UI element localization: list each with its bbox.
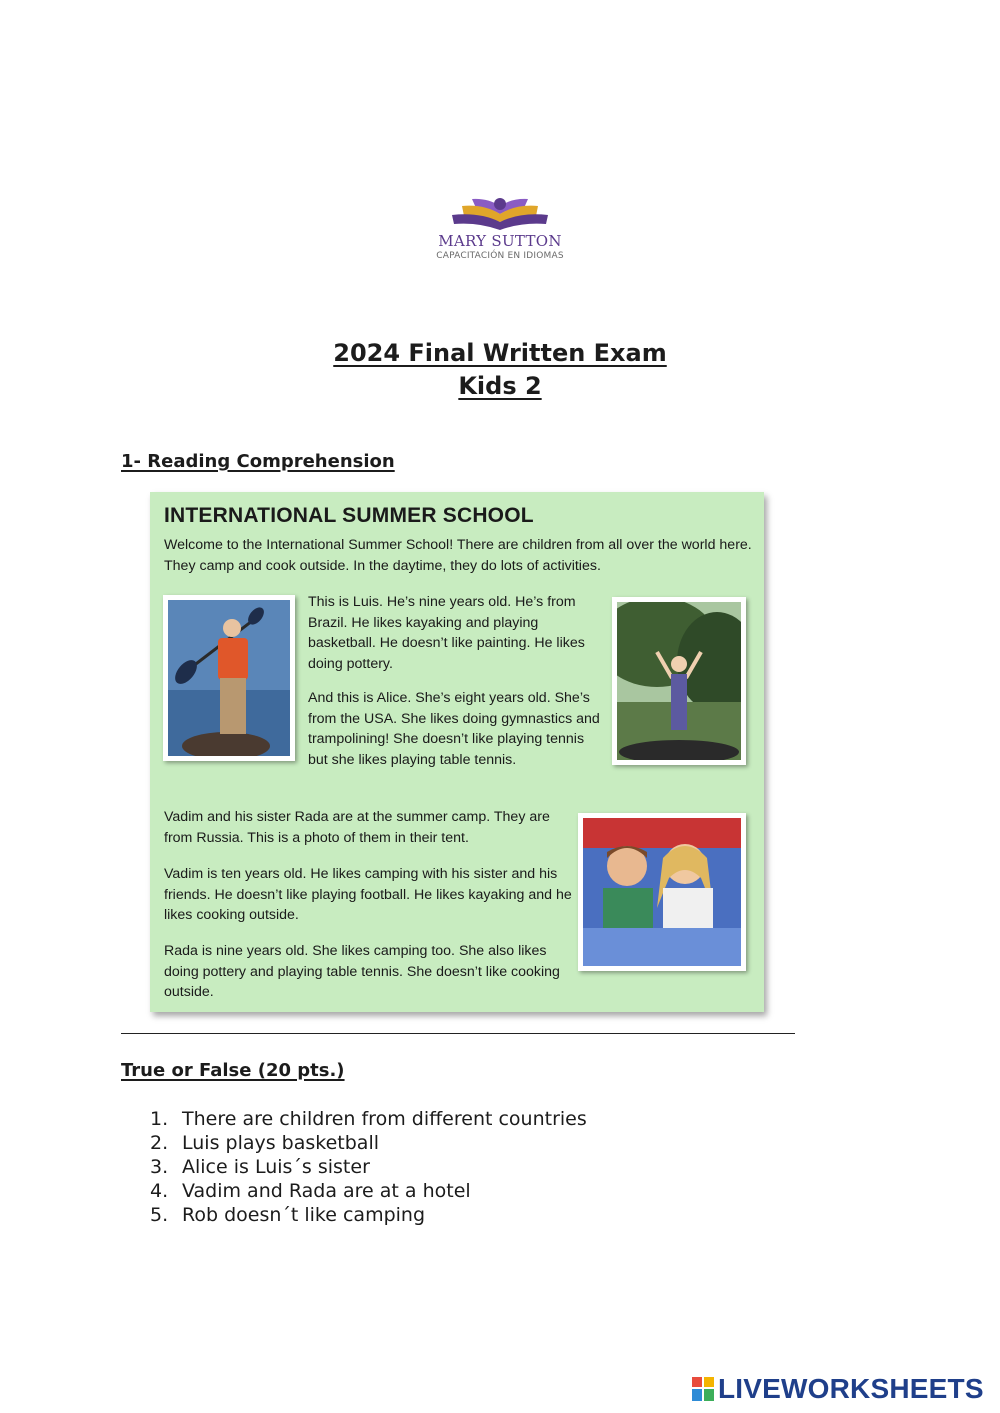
section-heading-reading: 1- Reading Comprehension	[121, 451, 395, 472]
reading-card-title: INTERNATIONAL SUMMER SCHOOL	[164, 504, 534, 527]
reading-intro: Welcome to the International Summer School! There are children from all over the world here. They camp and cook outside. In the daytime, they do lots of activities.	[164, 537, 752, 574]
liveworksheets-brand[interactable]	[692, 1373, 992, 1405]
reading-vadim: Vadim is ten years old. He likes camping with his sister and his friends. He doesn’t like playing football. He likes kayaking and he likes cooking outside.	[164, 866, 572, 923]
statement-text: Vadim and Rada are at a hotel	[182, 1180, 471, 1202]
boy-kayak-image	[168, 600, 290, 756]
girl-trampoline-image	[617, 602, 741, 760]
statement-text: Rob doesn´t like camping	[182, 1204, 426, 1226]
list-item: 3. Alice is Luis´s sister	[150, 1156, 370, 1178]
photo-alice	[612, 597, 746, 765]
photo-luis	[163, 595, 295, 761]
reading-alice: And this is Alice. She’s eight years old. She’s from the USA. She likes doing gymnastics and trampolining! She doesn’t like playing tennis but she likes playing table tennis.	[308, 690, 600, 768]
reading-vadim-rada: Vadim and his sister Rada are at the summer camp. They are from Russia. This is a photo of them in their tent.	[164, 809, 550, 846]
statement-text: There are children from different countries	[182, 1108, 587, 1130]
list-item: 1. There are children from different countries	[150, 1108, 587, 1130]
logo-subtitle: CAPACITACIÓN EN IDIOMAS	[436, 251, 564, 261]
reading-card	[150, 492, 764, 1012]
logo-name: MARY SUTTON	[438, 232, 562, 250]
reading-rada: Rada is nine years old. She likes camping too. She also likes doing pottery and playing table tennis. She doesn’t like cooking outside.	[164, 943, 560, 1000]
list-item: 5. Rob doesn´t like camping	[150, 1204, 426, 1226]
statement-text: Luis plays basketball	[182, 1132, 380, 1154]
open-book-icon	[442, 196, 558, 232]
brand-name: LIVEWORKSHEETS	[718, 1373, 984, 1404]
exam-level: Kids 2	[458, 372, 542, 400]
reading-luis: This is Luis. He’s nine years old. He’s from Brazil. He likes kayaking and playing basketball. He doesn’t like painting. He likes doing pottery.	[308, 594, 585, 672]
list-item: 4. Vadim and Rada are at a hotel	[150, 1180, 471, 1202]
section-heading-true-false: True or False (20 pts.)	[121, 1060, 345, 1081]
liveworksheets-logo-icon	[692, 1377, 714, 1401]
children-tent-image	[583, 818, 741, 966]
photo-vadim-rada	[578, 813, 746, 971]
true-false-list	[150, 1107, 587, 1227]
statement-text: Alice is Luis´s sister	[182, 1156, 370, 1178]
exam-title: 2024 Final Written Exam	[333, 339, 667, 367]
divider	[121, 1033, 795, 1034]
list-item: 2. Luis plays basketball	[150, 1132, 380, 1154]
school-logo	[420, 196, 580, 271]
